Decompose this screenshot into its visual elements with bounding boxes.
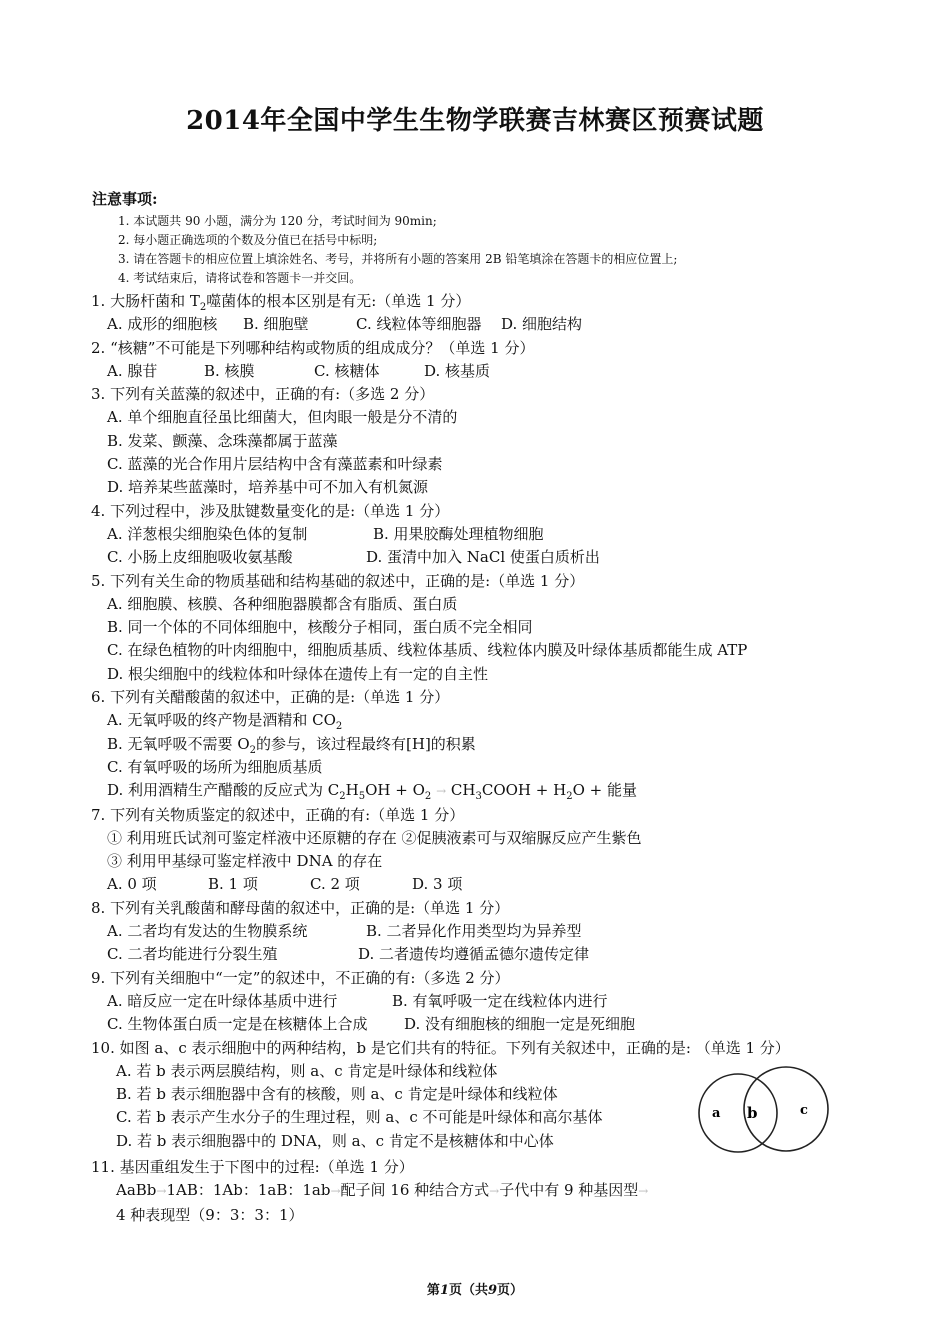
process-arrow-icon: → bbox=[638, 1184, 649, 1199]
notice-heading: 注意事项: bbox=[92, 190, 158, 208]
question-5-stem: 5. 下列有关生命的物质基础和结构基础的叙述中，正确的是:（单选 1 分） bbox=[91, 571, 585, 590]
process-chain-result: 4 种表现型（9：3：3：1） bbox=[116, 1205, 304, 1224]
option-c: C. 2 项 bbox=[310, 875, 360, 894]
subscript: 2 bbox=[335, 721, 343, 733]
option-d: D. 根尖细胞中的线粒体和叶绿体在遗传上有一定的自主性 bbox=[107, 664, 489, 683]
subscript: 2 bbox=[566, 791, 573, 803]
question-6-stem: 6. 下列有关醋酸菌的叙述中，正确的是:（单选 1 分） bbox=[91, 688, 450, 707]
option-a: A. 洋葱根尖细胞染色体的复制 bbox=[107, 524, 308, 543]
stem-text: 噬菌体的根本区别是有无:（单选 1 分） bbox=[206, 292, 471, 310]
option-text: OH + O bbox=[365, 781, 425, 800]
chain-step: 子代中有 9 种基因型 bbox=[499, 1181, 639, 1200]
option-b bbox=[91, 733, 911, 756]
option-c: C. 线粒体等细胞器 bbox=[356, 315, 482, 334]
process-arrow-icon: → bbox=[489, 1184, 500, 1199]
question-8-options bbox=[91, 920, 911, 943]
option-a: A. 成形的细胞核 bbox=[107, 315, 218, 334]
option-c: C. 小肠上皮细胞吸收氨基酸 bbox=[107, 548, 293, 567]
option-d: D. 蛋清中加入 NaCl 使蛋白质析出 bbox=[366, 548, 600, 567]
page-total: 9 bbox=[488, 1283, 498, 1298]
option-text: COOH + H bbox=[481, 781, 567, 800]
option-c: C. 生物体蛋白质一定是在核糖体上合成 bbox=[107, 1015, 368, 1034]
exam-title: 2014年全国中学生生物学联赛吉林赛区预赛试题 bbox=[186, 106, 764, 136]
question-9-options bbox=[91, 990, 911, 1013]
statement-line: ③ 利用甲基绿可鉴定样液中 DNA 的存在 bbox=[107, 852, 383, 871]
page-footer bbox=[0, 1279, 950, 1298]
option-text: O + 能量 bbox=[572, 781, 637, 800]
chain-step: 配子间 16 种结合方式 bbox=[340, 1181, 490, 1200]
subscript: 2 bbox=[339, 791, 346, 803]
question-2-stem: 2. “核糖”不可能是下列哪种结构或物质的组成成分？（单选 1 分） bbox=[91, 338, 535, 357]
statement-line: ① 利用班氏试剂可鉴定样液中还原糖的存在 ②促胰液素可与双缩脲反应产生紫色 bbox=[107, 828, 642, 847]
option-c: C. 蓝藻的光合作用片层结构中含有藻蓝素和叶绿素 bbox=[107, 455, 443, 474]
notice-item: 2. 每小题正确选项的个数及分值已在括号中标明; bbox=[118, 233, 378, 247]
venn-label-b: b bbox=[747, 1104, 758, 1122]
option-d: D. 培养某些蓝藻时，培养基中可不加入有机氮源 bbox=[107, 478, 429, 497]
question-1-stem bbox=[91, 290, 911, 313]
option-a: A. 腺苷 bbox=[107, 361, 158, 380]
option-a: A. 单个细胞直径虽比细菌大，但肉眼一般是分不清的 bbox=[107, 408, 458, 427]
option-a: A. 暗反应一定在叶绿体基质中进行 bbox=[107, 991, 338, 1010]
option-d: D. 没有细胞核的细胞一定是死细胞 bbox=[404, 1015, 636, 1034]
option-b: B. 发菜、颤藻、念珠藻都属于蓝藻 bbox=[107, 431, 338, 450]
question-4-options bbox=[91, 523, 911, 546]
stem-text: 1. 大肠杆菌和 T bbox=[91, 292, 200, 310]
notice-item: 3. 请在答题卡的相应位置上填涂姓名、考号，并将所有小题的答案用 2B 铅笔填涂在答题卡的相应位置上; bbox=[118, 252, 678, 266]
option-d: D. 细胞结构 bbox=[501, 315, 583, 334]
option-a: A. 0 项 bbox=[107, 875, 157, 894]
venn-circle-left bbox=[699, 1074, 777, 1152]
option-a: A. 细胞膜、核膜、各种细胞器膜都含有脂质、蛋白质 bbox=[107, 594, 458, 613]
notice-item: 1. 本试题共 90 小题，满分为 120 分，考试时间为 90min; bbox=[118, 214, 437, 228]
option-b: B. 核膜 bbox=[204, 361, 255, 380]
option-b: B. 细胞壁 bbox=[243, 315, 309, 334]
reaction-arrow-icon: → bbox=[436, 784, 447, 799]
option-text: H bbox=[345, 781, 359, 800]
subscript: 5 bbox=[358, 791, 366, 803]
footer-text: 页（共 bbox=[448, 1283, 488, 1298]
subscript: 3 bbox=[475, 791, 482, 803]
footer-text: 页） bbox=[497, 1283, 524, 1298]
question-10-stem: 10. 如图 a、c 表示细胞中的两种结构，b 是它们共有的特征。下列有关叙述中，正确的是: （单选 1 分） bbox=[91, 1038, 790, 1057]
question-7-stem: 7. 下列有关物质鉴定的叙述中，正确的有:（单选 1 分） bbox=[91, 805, 465, 824]
footer-text: 第 bbox=[426, 1283, 440, 1298]
question-3-stem: 3. 下列有关蓝藻的叙述中，正确的有:（多选 2 分） bbox=[91, 385, 435, 404]
option-c: C. 若 b 表示产生水分子的生理过程，则 a、c 不可能是叶绿体和高尔基体 bbox=[116, 1108, 603, 1127]
question-9-stem: 9. 下列有关细胞中“一定”的叙述中，不正确的有:（多选 2 分） bbox=[91, 968, 510, 987]
option-text: A. 无氧呼吸的终产物是酒精和 CO bbox=[107, 711, 336, 730]
subscript: 2 bbox=[249, 744, 257, 756]
notice-list bbox=[118, 212, 677, 288]
option-b: B. 有氧呼吸一定在线粒体内进行 bbox=[392, 991, 608, 1010]
question-11-stem: 11. 基因重组发生于下图中的过程:（单选 1 分） bbox=[91, 1157, 414, 1176]
process-arrow-icon: → bbox=[156, 1184, 167, 1199]
option-b: B. 同一个体的不同体细胞中，核酸分子相同，蛋白质不完全相同 bbox=[107, 618, 533, 637]
option-d: D. 核基质 bbox=[424, 361, 491, 380]
option-text: B. 无氧呼吸不需要 O bbox=[107, 734, 250, 753]
option-c: C. 核糖体 bbox=[314, 361, 380, 380]
notice-item: 4. 考试结束后，请将试卷和答题卡一并交回。 bbox=[118, 271, 362, 285]
page-number: 1 bbox=[439, 1283, 449, 1298]
option-a bbox=[91, 709, 911, 732]
option-b: B. 若 b 表示细胞器中含有的核酸，则 a、c 肯定是叶绿体和线粒体 bbox=[116, 1085, 558, 1104]
subscript: 2 bbox=[424, 791, 432, 803]
option-text: 的参与，该过程最终有[H]的积累 bbox=[256, 734, 476, 753]
option-text: D. 利用酒精生产醋酸的反应式为 C bbox=[107, 781, 340, 800]
option-d: D. 3 项 bbox=[412, 875, 463, 894]
option-text: CH bbox=[450, 781, 476, 800]
question-9-options bbox=[91, 1013, 911, 1036]
process-arrow-icon: → bbox=[330, 1184, 341, 1199]
chain-step: 1AB：1Ab：1aB：1ab bbox=[166, 1181, 331, 1200]
venn-label-a: a bbox=[712, 1106, 721, 1121]
question-4-options bbox=[91, 546, 911, 569]
option-c: C. 二者均能进行分裂生殖 bbox=[107, 945, 278, 964]
question-8-options bbox=[91, 943, 911, 966]
venn-diagram bbox=[698, 1060, 830, 1166]
option-a: A. 二者均有发达的生物膜系统 bbox=[107, 922, 308, 941]
option-d: D. 若 b 表示细胞器中的 DNA，则 a、c 肯定不是核糖体和中心体 bbox=[116, 1131, 554, 1150]
venn-label-c: c bbox=[800, 1103, 808, 1118]
process-chain bbox=[91, 1179, 911, 1203]
subscript: 2 bbox=[199, 302, 207, 313]
question-1-options bbox=[91, 313, 911, 336]
question-7-options bbox=[91, 873, 911, 896]
question-2-options bbox=[91, 360, 911, 383]
option-d: D. 二者遗传均遵循孟德尔遗传定律 bbox=[358, 945, 590, 964]
option-b: B. 二者异化作用类型均为异养型 bbox=[366, 922, 582, 941]
option-b: B. 1 项 bbox=[208, 875, 258, 894]
option-b: B. 用果胶酶处理植物细胞 bbox=[373, 524, 544, 543]
option-c: C. 在绿色植物的叶肉细胞中，细胞质基质、线粒体基质、线粒体内膜及叶绿体基质都能生成 ATP bbox=[107, 641, 748, 660]
question-8-stem: 8. 下列有关乳酸菌和酵母菌的叙述中，正确的是:（单选 1 分） bbox=[91, 898, 510, 917]
question-4-stem: 4. 下列过程中，涉及肽键数量变化的是:（单选 1 分） bbox=[91, 501, 450, 520]
option-a: A. 若 b 表示两层膜结构，则 a、c 肯定是叶绿体和线粒体 bbox=[116, 1061, 498, 1080]
option-d bbox=[91, 779, 911, 803]
chain-step: AaBb bbox=[116, 1181, 157, 1200]
option-c: C. 有氧呼吸的场所为细胞质基质 bbox=[107, 757, 323, 776]
